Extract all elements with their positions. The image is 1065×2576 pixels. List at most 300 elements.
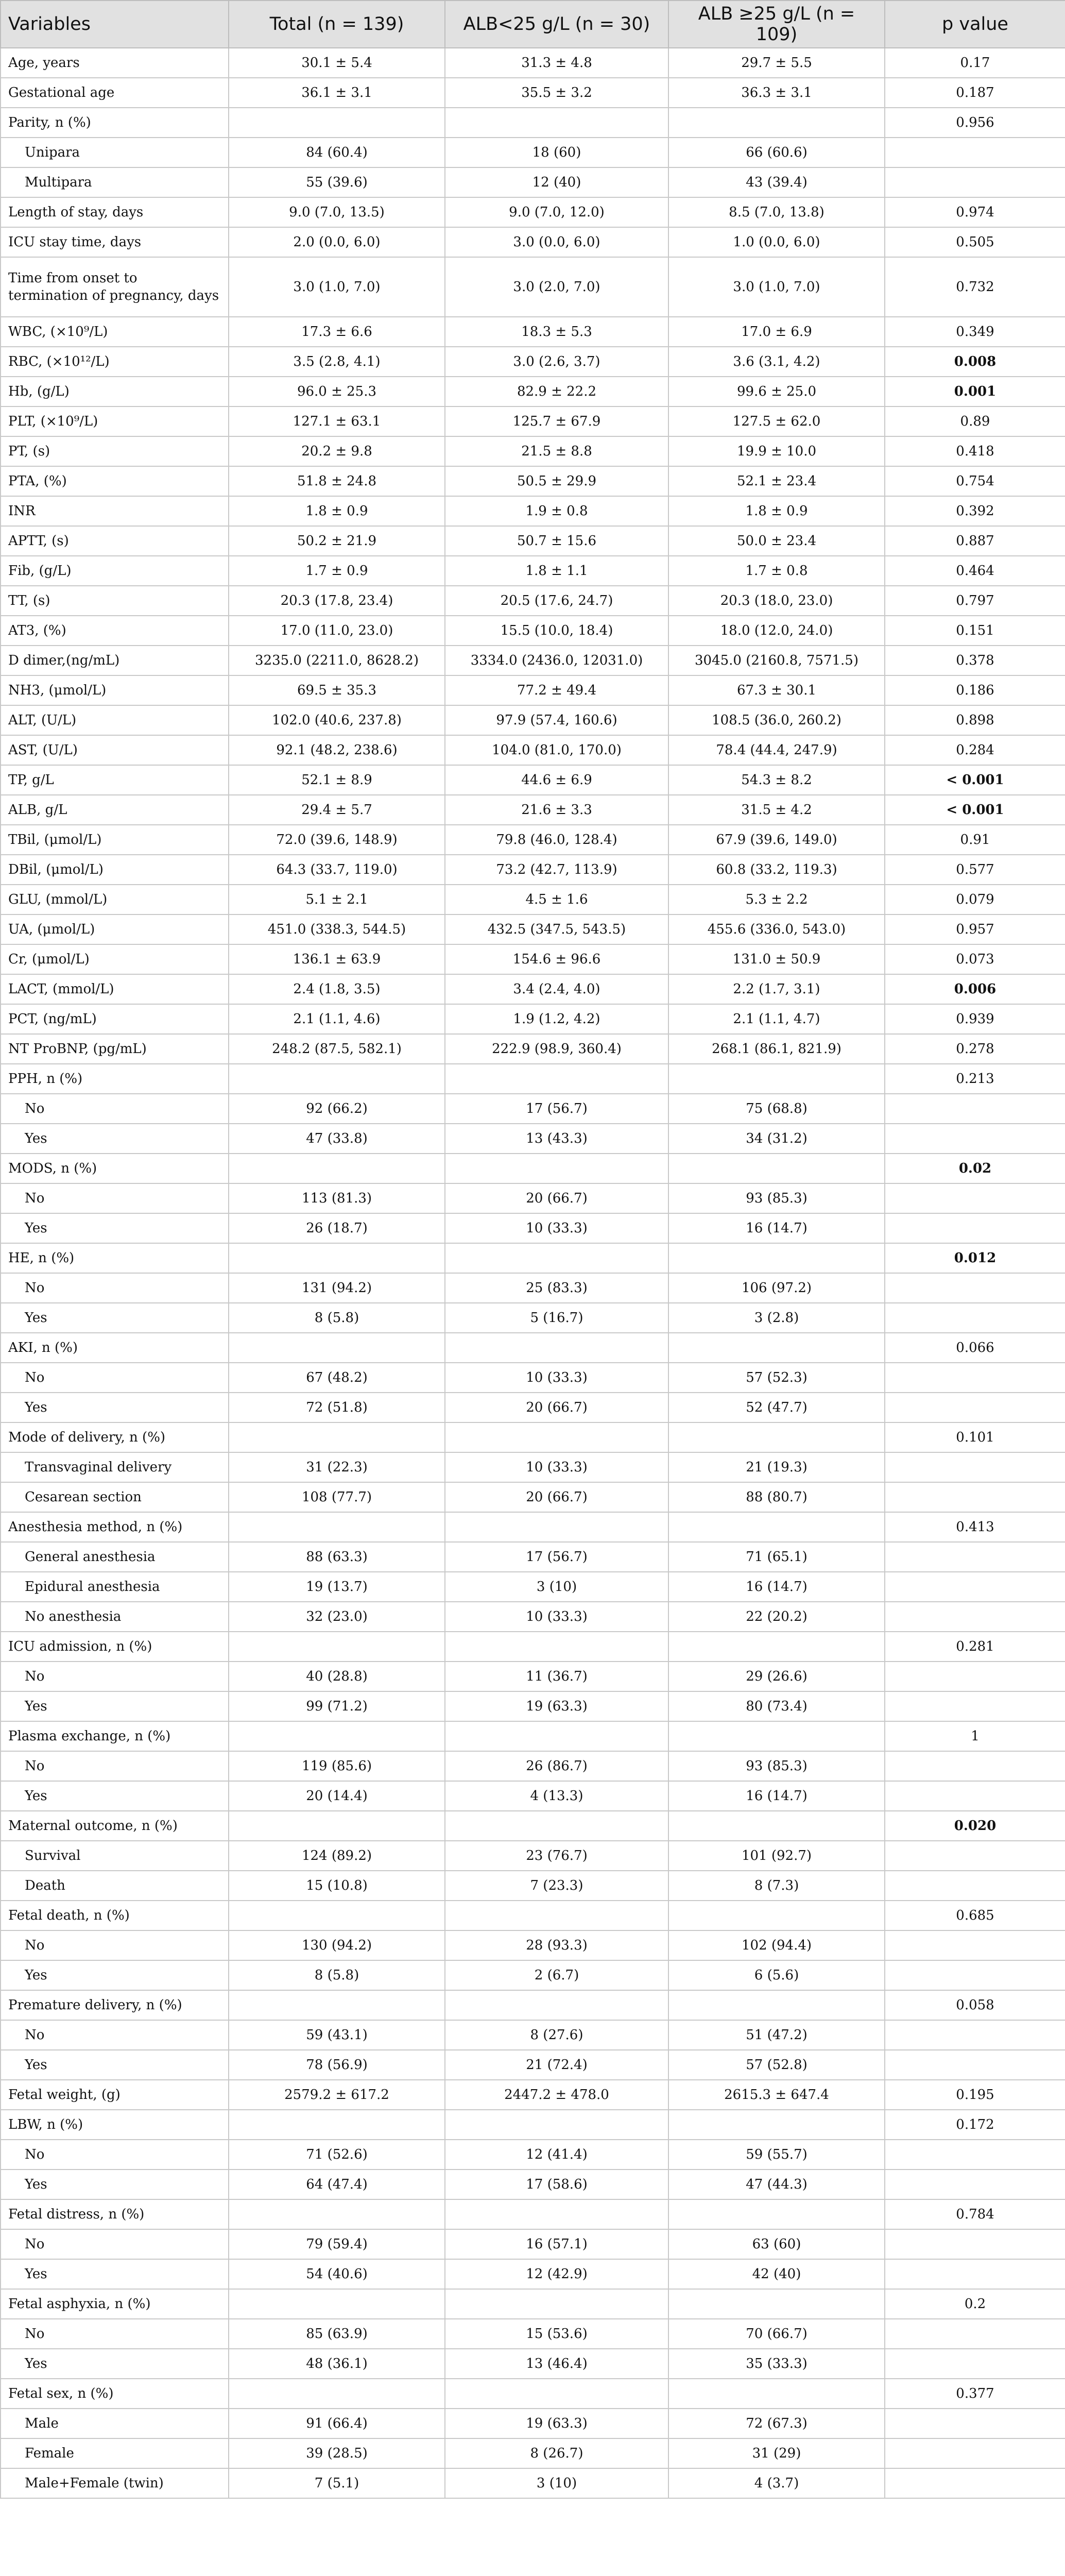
cell-p-value [885, 2140, 1065, 2170]
cell-total: 130 (94.2) [229, 1930, 445, 1960]
cell-p-value [885, 1363, 1065, 1393]
row-label: No [1, 2020, 229, 2050]
cell-p-value: 0.956 [885, 108, 1065, 138]
table-row [1, 167, 1065, 197]
row-label: WBC, (×10⁹/L) [1, 317, 229, 347]
cell-p-value: 0.020 [885, 1811, 1065, 1841]
table-row [1, 2229, 1065, 2259]
cell-p-value [885, 1691, 1065, 1721]
cell-alb-high: 57 (52.8) [668, 2050, 885, 2080]
table-row [1, 765, 1065, 795]
cell-p-value: 0.001 [885, 377, 1065, 406]
row-label: ALT, (U/L) [1, 705, 229, 735]
table-row [1, 138, 1065, 167]
cell-alb-high: 16 (14.7) [668, 1572, 885, 1602]
table-row [1, 1721, 1065, 1751]
row-label: Transvaginal delivery [1, 1452, 229, 1482]
cell-alb-high: 75 (68.8) [668, 1094, 885, 1124]
row-label: Survival [1, 1841, 229, 1871]
cell-total: 79 (59.4) [229, 2229, 445, 2259]
cell-alb-low: 17 (58.6) [445, 2170, 668, 2199]
cell-alb-low: 25 (83.3) [445, 1273, 668, 1303]
cell-p-value: 0.151 [885, 616, 1065, 646]
cell-alb-low: 17 (56.7) [445, 1542, 668, 1572]
table-row [1, 436, 1065, 466]
cell-p-value [885, 1572, 1065, 1602]
row-label: TT, (s) [1, 586, 229, 616]
cell-alb-high: 3045.0 (2160.8, 7571.5) [668, 646, 885, 675]
cell-total: 9.0 (7.0, 13.5) [229, 197, 445, 227]
cell-alb-high: 71 (65.1) [668, 1542, 885, 1572]
table-row [1, 317, 1065, 347]
row-label: Fetal asphyxia, n (%) [1, 2289, 229, 2319]
cell-total: 2579.2 ± 617.2 [229, 2080, 445, 2110]
cell-p-value: 0.284 [885, 735, 1065, 765]
table-row [1, 1781, 1065, 1811]
table-row [1, 2289, 1065, 2319]
cell-alb-low: 77.2 ± 49.4 [445, 675, 668, 705]
row-label: Epidural anesthesia [1, 1572, 229, 1602]
table-row [1, 2349, 1065, 2379]
table-row [1, 914, 1065, 944]
row-label: LBW, n (%) [1, 2110, 229, 2140]
row-label: UA, (μmol/L) [1, 914, 229, 944]
cell-alb-high: 455.6 (336.0, 543.0) [668, 914, 885, 944]
table-row [1, 1512, 1065, 1542]
row-label: Yes [1, 1124, 229, 1154]
row-label: Unipara [1, 138, 229, 167]
table-row [1, 1841, 1065, 1871]
cell-p-value [885, 1841, 1065, 1871]
cell-alb-low: 1.8 ± 1.1 [445, 556, 668, 586]
row-label: PPH, n (%) [1, 1064, 229, 1094]
row-label: Death [1, 1871, 229, 1901]
cell-total: 71 (52.6) [229, 2140, 445, 2170]
table-row [1, 2050, 1065, 2080]
cell-alb-high: 127.5 ± 62.0 [668, 406, 885, 436]
table-row [1, 1243, 1065, 1273]
cell-alb-low: 12 (41.4) [445, 2140, 668, 2170]
cell-alb-low: 26 (86.7) [445, 1751, 668, 1781]
row-label: Fib, (g/L) [1, 556, 229, 586]
table-row [1, 2259, 1065, 2289]
cell-p-value: < 0.001 [885, 765, 1065, 795]
cell-total: 47 (33.8) [229, 1124, 445, 1154]
cell-total [229, 1422, 445, 1452]
cell-alb-high: 1.7 ± 0.8 [668, 556, 885, 586]
row-label: No [1, 2140, 229, 2170]
cell-p-value [885, 2468, 1065, 2498]
cell-alb-low [445, 1901, 668, 1930]
cell-alb-high: 18.0 (12.0, 24.0) [668, 616, 885, 646]
cell-p-value: 0.464 [885, 556, 1065, 586]
cell-p-value [885, 2050, 1065, 2080]
cell-alb-low: 21 (72.4) [445, 2050, 668, 2080]
cell-total: 55 (39.6) [229, 167, 445, 197]
cell-alb-low: 104.0 (81.0, 170.0) [445, 735, 668, 765]
cell-alb-high: 78.4 (44.4, 247.9) [668, 735, 885, 765]
cell-total: 1.7 ± 0.9 [229, 556, 445, 586]
cell-p-value [885, 1124, 1065, 1154]
cell-p-value: 1 [885, 1721, 1065, 1751]
cell-total [229, 1721, 445, 1751]
table-row [1, 1960, 1065, 1990]
row-label: PLT, (×10⁹/L) [1, 406, 229, 436]
row-label: GLU, (mmol/L) [1, 885, 229, 914]
cell-alb-low: 5 (16.7) [445, 1303, 668, 1333]
cell-alb-low [445, 2110, 668, 2140]
table-row [1, 1004, 1065, 1034]
cell-alb-low: 19 (63.3) [445, 1691, 668, 1721]
cell-alb-high [668, 1422, 885, 1452]
cell-alb-low: 154.6 ± 96.6 [445, 944, 668, 974]
header-variables: Variables [1, 1, 229, 48]
cell-total: 127.1 ± 63.1 [229, 406, 445, 436]
row-label: Cr, (μmol/L) [1, 944, 229, 974]
table-row [1, 735, 1065, 765]
cell-alb-low: 222.9 (98.9, 360.4) [445, 1034, 668, 1064]
cell-total: 131 (94.2) [229, 1273, 445, 1303]
cell-alb-low: 44.6 ± 6.9 [445, 765, 668, 795]
cell-total: 48 (36.1) [229, 2349, 445, 2379]
cell-alb-high: 88 (80.7) [668, 1482, 885, 1512]
table-row [1, 2199, 1065, 2229]
cell-total: 136.1 ± 63.9 [229, 944, 445, 974]
cell-total: 72.0 (39.6, 148.9) [229, 825, 445, 855]
row-label: TP, g/L [1, 765, 229, 795]
table-row [1, 1751, 1065, 1781]
cell-alb-high [668, 2199, 885, 2229]
cell-total: 248.2 (87.5, 582.1) [229, 1034, 445, 1064]
cell-alb-high [668, 1632, 885, 1662]
cell-total: 5.1 ± 2.1 [229, 885, 445, 914]
table-row [1, 885, 1065, 914]
cell-p-value: 0.172 [885, 2110, 1065, 2140]
cell-alb-high: 102 (94.4) [668, 1930, 885, 1960]
cell-alb-high: 20.3 (18.0, 23.0) [668, 586, 885, 616]
cell-alb-high: 17.0 ± 6.9 [668, 317, 885, 347]
header-row [1, 1, 1065, 48]
row-label: No [1, 1363, 229, 1393]
cell-p-value [885, 2319, 1065, 2349]
row-label: Male+Female (twin) [1, 2468, 229, 2498]
cell-total: 50.2 ± 21.9 [229, 526, 445, 556]
cell-total: 99 (71.2) [229, 1691, 445, 1721]
row-label: ALB, g/L [1, 795, 229, 825]
cell-p-value [885, 138, 1065, 167]
row-label: Length of stay, days [1, 197, 229, 227]
table-row [1, 1811, 1065, 1841]
cell-total: 92.1 (48.2, 238.6) [229, 735, 445, 765]
table-row [1, 2319, 1065, 2349]
row-label: Time from onset to termination of pregnancy, days [1, 257, 229, 317]
cell-alb-low: 432.5 (347.5, 543.5) [445, 914, 668, 944]
row-label: No [1, 1930, 229, 1960]
cell-total: 113 (81.3) [229, 1183, 445, 1213]
table-row [1, 2379, 1065, 2409]
cell-alb-high: 80 (73.4) [668, 1691, 885, 1721]
table-row [1, 108, 1065, 138]
row-label: Yes [1, 1960, 229, 1990]
cell-p-value: 0.377 [885, 2379, 1065, 2409]
row-label: Female [1, 2438, 229, 2468]
row-label: Yes [1, 1781, 229, 1811]
cell-p-value: 0.577 [885, 855, 1065, 885]
cell-alb-high [668, 1721, 885, 1751]
cell-total: 39 (28.5) [229, 2438, 445, 2468]
row-label: Yes [1, 1393, 229, 1422]
table-row [1, 1632, 1065, 1662]
cell-alb-low [445, 1243, 668, 1273]
cell-p-value: 0.939 [885, 1004, 1065, 1034]
table-row [1, 2080, 1065, 2110]
cell-alb-high [668, 1243, 885, 1273]
cell-alb-high: 72 (67.3) [668, 2409, 885, 2438]
cell-total: 32 (23.0) [229, 1602, 445, 1632]
row-label: Yes [1, 2349, 229, 2379]
table-row [1, 795, 1065, 825]
cell-p-value [885, 1542, 1065, 1572]
cell-alb-low: 50.5 ± 29.9 [445, 466, 668, 496]
cell-p-value: 0.195 [885, 2080, 1065, 2110]
cell-alb-high: 47 (44.3) [668, 2170, 885, 2199]
table-row [1, 377, 1065, 406]
cell-alb-high: 93 (85.3) [668, 1751, 885, 1781]
cell-alb-high: 52 (47.7) [668, 1393, 885, 1422]
cell-total: 8 (5.8) [229, 1303, 445, 1333]
cell-alb-high: 22 (20.2) [668, 1602, 885, 1632]
cell-p-value [885, 2438, 1065, 2468]
cell-alb-high: 1.8 ± 0.9 [668, 496, 885, 526]
cell-alb-low: 20 (66.7) [445, 1183, 668, 1213]
table-row [1, 1094, 1065, 1124]
cell-alb-high [668, 1811, 885, 1841]
cell-total: 3235.0 (2211.0, 8628.2) [229, 646, 445, 675]
row-label: Anesthesia method, n (%) [1, 1512, 229, 1542]
cell-alb-high: 35 (33.3) [668, 2349, 885, 2379]
cell-alb-high: 6 (5.6) [668, 1960, 885, 1990]
cell-p-value: 0.887 [885, 526, 1065, 556]
table-row [1, 2409, 1065, 2438]
row-label: PCT, (ng/mL) [1, 1004, 229, 1034]
cell-alb-high: 3.6 (3.1, 4.2) [668, 347, 885, 377]
row-label: Yes [1, 1303, 229, 1333]
cell-alb-high: 43 (39.4) [668, 167, 885, 197]
table-header [1, 1, 1065, 48]
table-row [1, 197, 1065, 227]
cell-alb-high: 3 (2.8) [668, 1303, 885, 1333]
cell-alb-high: 36.3 ± 3.1 [668, 78, 885, 108]
cell-p-value [885, 1213, 1065, 1243]
row-label: HE, n (%) [1, 1243, 229, 1273]
cell-alb-low: 28 (93.3) [445, 1930, 668, 1960]
cell-total: 119 (85.6) [229, 1751, 445, 1781]
cell-alb-high [668, 108, 885, 138]
table-row [1, 825, 1065, 855]
cell-total: 102.0 (40.6, 237.8) [229, 705, 445, 735]
table-row [1, 1871, 1065, 1901]
row-label: General anesthesia [1, 1542, 229, 1572]
table-row [1, 48, 1065, 78]
row-label: D dimer,(ng/mL) [1, 646, 229, 675]
row-label: APTT, (s) [1, 526, 229, 556]
cell-p-value [885, 1183, 1065, 1213]
cell-alb-low: 4 (13.3) [445, 1781, 668, 1811]
cell-alb-low: 82.9 ± 22.2 [445, 377, 668, 406]
cell-p-value: 0.281 [885, 1632, 1065, 1662]
cell-alb-high [668, 2289, 885, 2319]
table-row [1, 1183, 1065, 1213]
row-label: Multipara [1, 167, 229, 197]
table-row [1, 675, 1065, 705]
cell-alb-low: 3.0 (2.0, 7.0) [445, 257, 668, 317]
cell-total: 84 (60.4) [229, 138, 445, 167]
cell-alb-high: 60.8 (33.2, 119.3) [668, 855, 885, 885]
cell-total: 19 (13.7) [229, 1572, 445, 1602]
cell-alb-high: 101 (92.7) [668, 1841, 885, 1871]
row-label: MODS, n (%) [1, 1154, 229, 1183]
table-row [1, 855, 1065, 885]
cell-alb-low: 15 (53.6) [445, 2319, 668, 2349]
cell-total: 88 (63.3) [229, 1542, 445, 1572]
cell-alb-high: 2.1 (1.1, 4.7) [668, 1004, 885, 1034]
cell-alb-low [445, 1811, 668, 1841]
cell-total [229, 1243, 445, 1273]
table-row [1, 1482, 1065, 1512]
cell-alb-high: 5.3 ± 2.2 [668, 885, 885, 914]
cell-total: 2.0 (0.0, 6.0) [229, 227, 445, 257]
table-row [1, 944, 1065, 974]
table-row [1, 1990, 1065, 2020]
cell-alb-low: 2447.2 ± 478.0 [445, 2080, 668, 2110]
cell-alb-high: 31 (29) [668, 2438, 885, 2468]
cell-p-value: 0.974 [885, 197, 1065, 227]
cell-alb-low: 10 (33.3) [445, 1602, 668, 1632]
cell-alb-high [668, 1901, 885, 1930]
table-row [1, 1691, 1065, 1721]
cell-alb-low [445, 1632, 668, 1662]
cell-total: 451.0 (338.3, 544.5) [229, 914, 445, 944]
cell-p-value [885, 1094, 1065, 1124]
cell-p-value [885, 1602, 1065, 1632]
row-label: TBil, (μmol/L) [1, 825, 229, 855]
cell-alb-high: 2.2 (1.7, 3.1) [668, 974, 885, 1004]
cell-total: 69.5 ± 35.3 [229, 675, 445, 705]
header-alb-low: ALB<25 g/L (n = 30) [445, 1, 668, 48]
cell-alb-low: 10 (33.3) [445, 1363, 668, 1393]
cell-p-value: 0.2 [885, 2289, 1065, 2319]
row-label: Maternal outcome, n (%) [1, 1811, 229, 1841]
cell-alb-high: 8 (7.3) [668, 1871, 885, 1901]
cell-total: 52.1 ± 8.9 [229, 765, 445, 795]
cell-alb-high [668, 1990, 885, 2020]
cell-total [229, 2199, 445, 2229]
cell-alb-high: 2615.3 ± 647.4 [668, 2080, 885, 2110]
cell-alb-low [445, 1154, 668, 1183]
table-row [1, 556, 1065, 586]
cell-p-value: 0.186 [885, 675, 1065, 705]
cell-p-value: 0.012 [885, 1243, 1065, 1273]
table-row [1, 2438, 1065, 2468]
cell-total: 124 (89.2) [229, 1841, 445, 1871]
cell-alb-high: 29.7 ± 5.5 [668, 48, 885, 78]
cell-total: 96.0 ± 25.3 [229, 377, 445, 406]
cell-total: 2.1 (1.1, 4.6) [229, 1004, 445, 1034]
cell-p-value: 0.413 [885, 1512, 1065, 1542]
cell-alb-high: 3.0 (1.0, 7.0) [668, 257, 885, 317]
cell-total [229, 1632, 445, 1662]
cell-alb-low: 21.6 ± 3.3 [445, 795, 668, 825]
cell-total: 17.3 ± 6.6 [229, 317, 445, 347]
table-row [1, 496, 1065, 526]
cell-p-value: 0.732 [885, 257, 1065, 317]
cell-alb-low: 3.0 (2.6, 3.7) [445, 347, 668, 377]
cell-total: 20.3 (17.8, 23.4) [229, 586, 445, 616]
row-label: Plasma exchange, n (%) [1, 1721, 229, 1751]
cell-total: 29.4 ± 5.7 [229, 795, 445, 825]
cell-alb-high: 108.5 (36.0, 260.2) [668, 705, 885, 735]
cell-total: 26 (18.7) [229, 1213, 445, 1243]
cell-alb-low [445, 1064, 668, 1094]
table-row [1, 1393, 1065, 1422]
cell-p-value: 0.898 [885, 705, 1065, 735]
cell-p-value: 0.006 [885, 974, 1065, 1004]
table-row [1, 1154, 1065, 1183]
cell-alb-low [445, 2379, 668, 2409]
row-label: LACT, (mmol/L) [1, 974, 229, 1004]
table-row [1, 1333, 1065, 1363]
cell-total: 30.1 ± 5.4 [229, 48, 445, 78]
cell-p-value [885, 2349, 1065, 2379]
table-row [1, 1363, 1065, 1393]
cell-total [229, 1064, 445, 1094]
cell-total: 15 (10.8) [229, 1871, 445, 1901]
cell-p-value: 0.505 [885, 227, 1065, 257]
table-row [1, 257, 1065, 317]
cell-alb-low: 12 (42.9) [445, 2259, 668, 2289]
table-row [1, 705, 1065, 735]
cell-alb-low: 125.7 ± 67.9 [445, 406, 668, 436]
cell-total: 17.0 (11.0, 23.0) [229, 616, 445, 646]
cell-alb-high: 29 (26.6) [668, 1662, 885, 1691]
cell-alb-high: 51 (47.2) [668, 2020, 885, 2050]
table-row [1, 1542, 1065, 1572]
cell-alb-low: 18 (60) [445, 138, 668, 167]
cell-p-value: 0.058 [885, 1990, 1065, 2020]
row-label: No [1, 1094, 229, 1124]
row-label: AT3, (%) [1, 616, 229, 646]
cell-alb-low [445, 108, 668, 138]
cell-alb-low: 1.9 ± 0.8 [445, 496, 668, 526]
cell-alb-low: 18.3 ± 5.3 [445, 317, 668, 347]
cell-p-value [885, 1662, 1065, 1691]
cell-alb-high: 31.5 ± 4.2 [668, 795, 885, 825]
cell-p-value [885, 1393, 1065, 1422]
cell-total [229, 108, 445, 138]
cell-total [229, 1154, 445, 1183]
cell-alb-low: 31.3 ± 4.8 [445, 48, 668, 78]
cell-total: 31 (22.3) [229, 1452, 445, 1482]
row-label: Yes [1, 1691, 229, 1721]
cell-p-value: 0.17 [885, 48, 1065, 78]
cell-alb-low: 20.5 (17.6, 24.7) [445, 586, 668, 616]
cell-total: 3.5 (2.8, 4.1) [229, 347, 445, 377]
cell-alb-low: 3.4 (2.4, 4.0) [445, 974, 668, 1004]
cell-alb-low: 79.8 (46.0, 128.4) [445, 825, 668, 855]
table-row [1, 1124, 1065, 1154]
row-label: AST, (U/L) [1, 735, 229, 765]
cell-alb-high [668, 1064, 885, 1094]
